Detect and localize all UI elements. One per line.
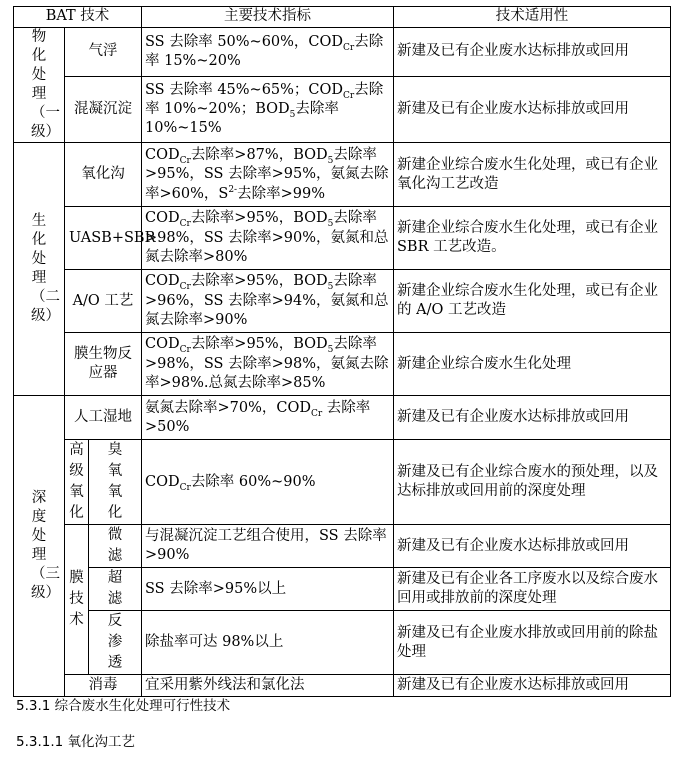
tech-name: 混凝沉淀 xyxy=(65,76,142,143)
table-row xyxy=(14,76,671,143)
tech-indicator: 宜采用紫外线法和氯化法 xyxy=(142,675,394,697)
tech-name: 消毒 xyxy=(65,675,142,697)
subsection-heading: 5.3.1.1 氧化沟工艺 xyxy=(16,734,136,750)
tech-name: A/O 工艺 xyxy=(65,270,142,333)
tech-applicability: 新建企业综合废水生化处理 xyxy=(394,333,671,396)
tech-name: 气浮 xyxy=(65,28,142,77)
header-bat: BAT 技术 xyxy=(14,7,142,28)
tech-name: 反渗透 xyxy=(89,611,142,675)
tech-applicability: 新建及已有企业各工序废水以及综合废水回用或排放前的深度处理 xyxy=(394,568,671,611)
tech-applicability: 新建及已有企业废水达标排放或回用 xyxy=(394,525,671,568)
tech-applicability: 新建企业综合废水生化处理，或已有企业的 A/O 工艺改造 xyxy=(394,270,671,333)
table-row xyxy=(14,440,671,525)
table-row xyxy=(14,143,671,207)
section-heading: 5.3.1 综合废水生化处理可行性技术 xyxy=(16,698,231,714)
tech-applicability: 新建企业综合废水生化处理，或已有企业 SBR 工艺改造。 xyxy=(394,207,671,270)
category-physical: 物化处理（一级） xyxy=(14,28,65,143)
tech-indicator: SS 去除率 45%~65%；$COD_{Cr}$去除率 10%~20%；$BOD_5$去除率 10%~15% xyxy=(142,76,394,143)
tech-group-membrane: 膜技术 xyxy=(65,525,89,675)
table-row xyxy=(14,207,671,270)
table-row xyxy=(14,611,671,675)
tech-name: 人工湿地 xyxy=(65,396,142,440)
tech-group-advanced-oxidation: 高级氧化 xyxy=(65,440,89,525)
tech-indicator: 除盐率可达 98%以上 xyxy=(142,611,394,675)
table-row xyxy=(14,525,671,568)
tech-indicator: $COD_{Cr}$去除率>95%，$BOD_5$去除率>96%，SS 去除率>94%，氨氮和总氮去除率>90% xyxy=(142,270,394,333)
category-biochemical: 生化处理（二级） xyxy=(14,143,65,396)
tech-applicability: 新建及已有企业废水达标排放或回用 xyxy=(394,396,671,440)
table-row xyxy=(14,568,671,611)
tech-indicator: 氨氮去除率>70%，$COD_{Cr}$ 去除率>50% xyxy=(142,396,394,440)
tech-indicator: $COD_{Cr}$去除率>87%，$BOD_5$去除率>95%，SS 去除率>95%，氨氮去除率>60%，$S^{2-}$去除率>99% xyxy=(142,143,394,207)
tech-indicator: 与混凝沉淀工艺组合使用，SS 去除率>90% xyxy=(142,525,394,568)
tech-name: 膜生物反应器 xyxy=(65,333,142,396)
tech-indicator: $COD_{Cr}$去除率 60%~90% xyxy=(142,440,394,525)
tech-applicability: 新建及已有企业综合废水的预处理，以及达标排放或回用前的深度处理 xyxy=(394,440,671,525)
tech-name: UASB+SBR xyxy=(65,207,142,270)
tech-name: 超滤 xyxy=(89,568,142,611)
category-advanced: 深度处理（三级） xyxy=(14,396,65,697)
tech-applicability: 新建企业综合废水生化处理，或已有企业氧化沟工艺改造 xyxy=(394,143,671,207)
header-indicator: 主要技术指标 xyxy=(142,7,394,28)
table-row xyxy=(14,396,671,440)
table-row xyxy=(14,333,671,396)
header-applicability: 技术适用性 xyxy=(394,7,671,28)
tech-indicator: SS 去除率 50%~60%，$COD_{Cr}$去除率 15%~20% xyxy=(142,28,394,77)
bat-technology-table xyxy=(13,6,671,697)
tech-applicability: 新建及已有企业废水达标排放或回用 xyxy=(394,76,671,143)
table-row xyxy=(14,270,671,333)
tech-name: 臭氧氧化 xyxy=(89,440,142,525)
tech-indicator: SS 去除率>95%以上 xyxy=(142,568,394,611)
tech-indicator: $COD_{Cr}$去除率>95%，$BOD_5$去除率>98%，SS 去除率>98%，氨氮去除率>98%.总氮去除率>85% xyxy=(142,333,394,396)
tech-applicability: 新建及已有企业废水达标排放或回用 xyxy=(394,675,671,697)
tech-name: 微滤 xyxy=(89,525,142,568)
table-header-row xyxy=(14,7,671,28)
tech-applicability: 新建及已有企业废水达标排放或回用 xyxy=(394,28,671,77)
tech-indicator: $COD_{Cr}$去除率>95%，$BOD_5$去除率>98%，SS 去除率>90%，氨氮和总氮去除率>80% xyxy=(142,207,394,270)
tech-name: 氧化沟 xyxy=(65,143,142,207)
table-row xyxy=(14,28,671,77)
tech-applicability: 新建及已有企业废水排放或回用前的除盐处理 xyxy=(394,611,671,675)
